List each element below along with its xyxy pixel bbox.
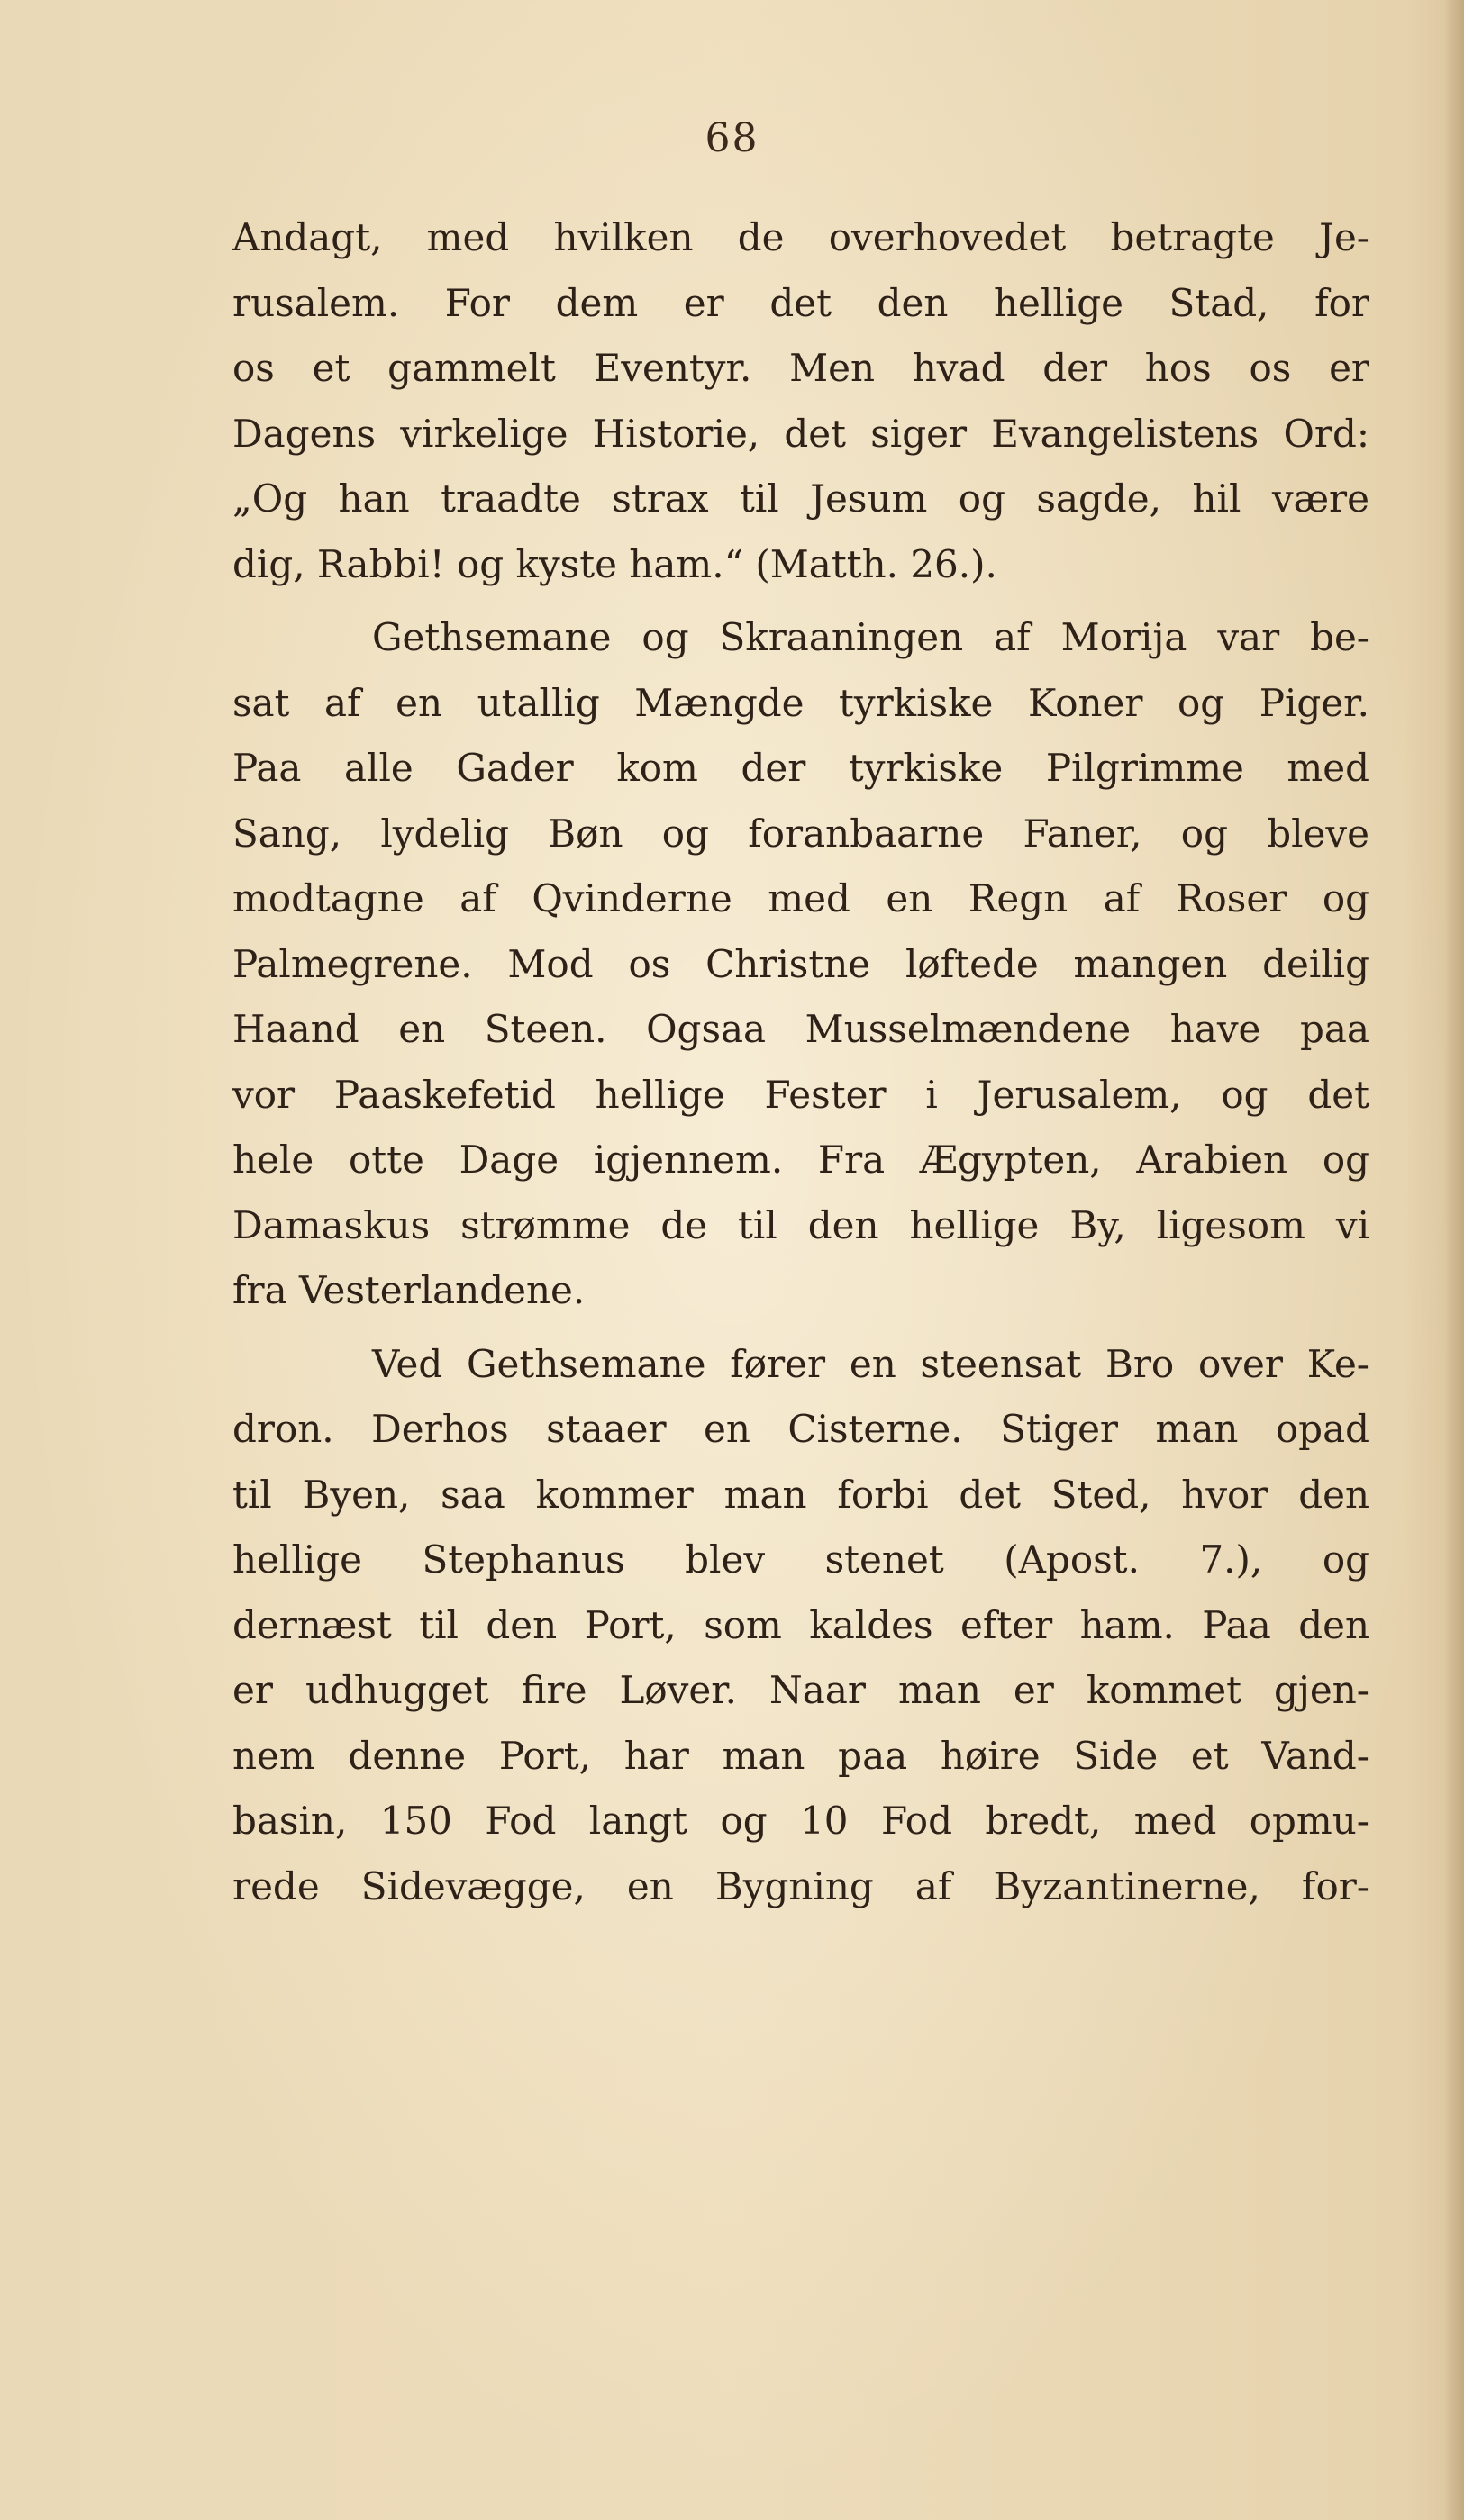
page-edge-shadow xyxy=(1444,0,1464,2520)
text-line: Palmegrene. Mod os Christne løftede mangen deilig xyxy=(232,941,1369,986)
text-line: Gethsemane og Skraaningen af Morija var be- xyxy=(372,615,1369,659)
text-line: modtagne af Qvinderne med en Regn af Roser og xyxy=(232,876,1369,920)
text-line: Dagens virkelige Historie, det siger Evangelistens Ord: xyxy=(232,411,1369,456)
text-line: til Byen, saa kommer man forbi det Sted, hvor den xyxy=(232,1472,1369,1517)
text-line: vor Paaskefetid hellige Fester i Jerusalem, og det xyxy=(232,1072,1369,1117)
text-line: Ved Gethsemane fører en steensat Bro over Ke- xyxy=(372,1341,1369,1386)
text-line: fra Vesterlandene. xyxy=(232,1268,586,1312)
text-line: Andagt, med hvilken de overhovedet betragte Je- xyxy=(232,215,1369,259)
text-line: Haand en Steen. Ogsaa Musselmændene have paa xyxy=(232,1007,1369,1051)
text-line: os et gammelt Eventyr. Men hvad der hos os er xyxy=(232,346,1369,390)
text-line: basin, 150 Fod langt og 10 Fod bredt, med opmu- xyxy=(232,1799,1369,1843)
text-line: „Og han traadte strax til Jesum og sagde, hil være xyxy=(232,476,1369,521)
text-line: dig, Rabbi! og kyste ham.“ (Matth. 26.). xyxy=(232,541,997,586)
paragraph-gap xyxy=(232,1324,1369,1332)
paragraph-gap xyxy=(232,597,1369,605)
text-line: Sang, lydelig Bøn og foranbaarne Faner, og bleve xyxy=(232,811,1369,856)
text-line: nem denne Port, har man paa høire Side et Vand- xyxy=(232,1733,1369,1778)
text-line: Damaskus strømme de til den hellige By, ligesom vi xyxy=(232,1202,1369,1247)
text-line: hellige Stephanus blev stenet (Apost. 7.), og xyxy=(232,1537,1369,1582)
text-line: sat af en utallig Mængde tyrkiske Koner og Piger. xyxy=(232,680,1369,725)
paragraph-2 xyxy=(232,605,1369,1324)
page-number: 68 xyxy=(705,115,759,161)
body-text xyxy=(232,205,1369,1919)
text-line: hele otte Dage igjennem. Fra Ægypten, Arabien og xyxy=(232,1138,1369,1182)
paragraph-3 xyxy=(232,1332,1369,1920)
text-line: er udhugget fire Løver. Naar man er kommet gjen- xyxy=(232,1668,1369,1712)
paragraph-1 xyxy=(232,205,1369,597)
text-line: dron. Derhos staaer en Cisterne. Stiger man opad xyxy=(232,1407,1369,1451)
text-line: dernæst til den Port, som kaldes efter ham. Paa den xyxy=(232,1602,1369,1647)
text-line: Paa alle Gader kom der tyrkiske Pilgrimme med xyxy=(232,746,1369,790)
text-line: rusalem. For dem er det den hellige Stad, for xyxy=(232,280,1369,325)
text-line: rede Sidevægge, en Bygning af Byzantinerne, for- xyxy=(232,1863,1369,1908)
